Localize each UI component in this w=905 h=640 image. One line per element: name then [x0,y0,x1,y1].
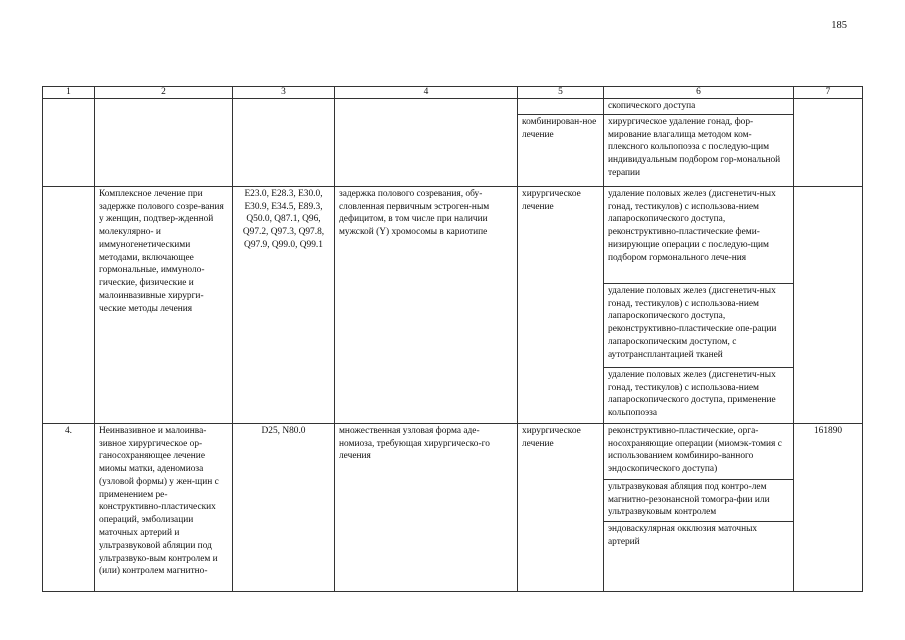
treatment-method-cell: эндоваскулярная окклюзия маточных артерий [604,521,794,591]
column-number: 2 [95,87,233,99]
column-number: 4 [335,87,518,99]
table-row [43,423,863,479]
table-row [43,99,863,115]
table-row [43,186,863,283]
treatment-method-cell: удаление половых желез (дисгенетич-ных гонад, тестикулов) с использова-нием лапароскопического доступа, реконструктивно-пластические феми-низирующие операции с последую-щим подбором гормонального лече-ния [604,186,794,283]
icd-codes-cell: E23.0, E28.3, E30.0, E30.9, E34.5, E89.3, Q50.0, Q87.1, Q96, Q97.2, Q97.3, Q97.8, Q97.9, Q99.0, Q99.1 [233,186,335,423]
cost-cell: 161890 [794,423,863,591]
treatment-method-cell: удаление половых желез (дисгенетич-ных гонад, тестикулов) с использова-нием лапароскопического доступа, реконструктивно-пластические опе-рации лапароскопическим доступом, с аутотрансплантацией тканей [604,283,794,367]
medical-care-table [42,86,863,592]
column-number: 6 [604,87,794,99]
column-number: 5 [518,87,604,99]
empty-cell [95,99,233,187]
empty-cell [233,99,335,187]
treatment-type-cell: комбинирован-ное лечение [518,114,604,186]
treatment-method-cell: ультразвуковая абляция под контро-лем магнитно-резонансной томогра-фии или ультразвуковым контролем [604,479,794,521]
cost-cell [794,186,863,423]
column-number-row [43,87,863,99]
treatment-method-cell: удаление половых желез (дисгенетич-ных гонад, тестикулов) с использова-нием лапароскопического доступа, применение кольпопоэза [604,367,794,423]
page-number: 185 [831,20,847,31]
treatment-method-cell: реконструктивно-пластические, орга-носохраняющие операции (миомэк-томия с использованием комбиниро-ванного эндоскопического доступа) [604,423,794,479]
icd-codes-cell: D25, N80.0 [233,423,335,591]
empty-cell [794,99,863,187]
column-number: 1 [43,87,95,99]
treatment-type-cell: хирургическое лечение [518,186,604,423]
treatment-method-cell: хирургическое удаление гонад, фор-мирование влагалища методом ком-плексного кольпопоэза с последую-щим индивидуальным подбором гор-мональной терапии [604,114,794,186]
patient-model-cell: множественная узловая форма аде-номиоза, требующая хирургическо-го лечения [335,423,518,591]
row-number-cell: 4. [43,423,95,591]
patient-model-cell: задержка полового созревания, обу-словленная первичным эстроген-ным дефицитом, в том числе при наличии мужской (Y) хромосомы в кариотипе [335,186,518,423]
column-number: 7 [794,87,863,99]
empty-cell [518,99,604,115]
empty-cell [335,99,518,187]
column-number: 3 [233,87,335,99]
treatment-method-cell: скопического доступа [604,99,794,115]
row-number-cell [43,186,95,423]
care-type-cell: Неинвазивное и малоинва-зивное хирургическое ор-ганосохраняющее лечение миомы матки, аденомиоза (узловой формы) у жен-щин с применением ре-конструктивно-пластических операций, эмболизации маточных артерий и ультразвуковой абляции под ультразвуко-вым контролем и (или) контролем магнитно- [95,423,233,591]
empty-cell [43,99,95,187]
treatment-type-cell: хирургическое лечение [518,423,604,591]
care-type-cell: Комплексное лечение при задержке полового созре-вания у женщин, подтвер-жденной молекулярно- и иммуногенетическими методами, включающее гормональные, иммуноло-гические, физические и малоинвазивные хирурги-ческие методы лечения [95,186,233,423]
